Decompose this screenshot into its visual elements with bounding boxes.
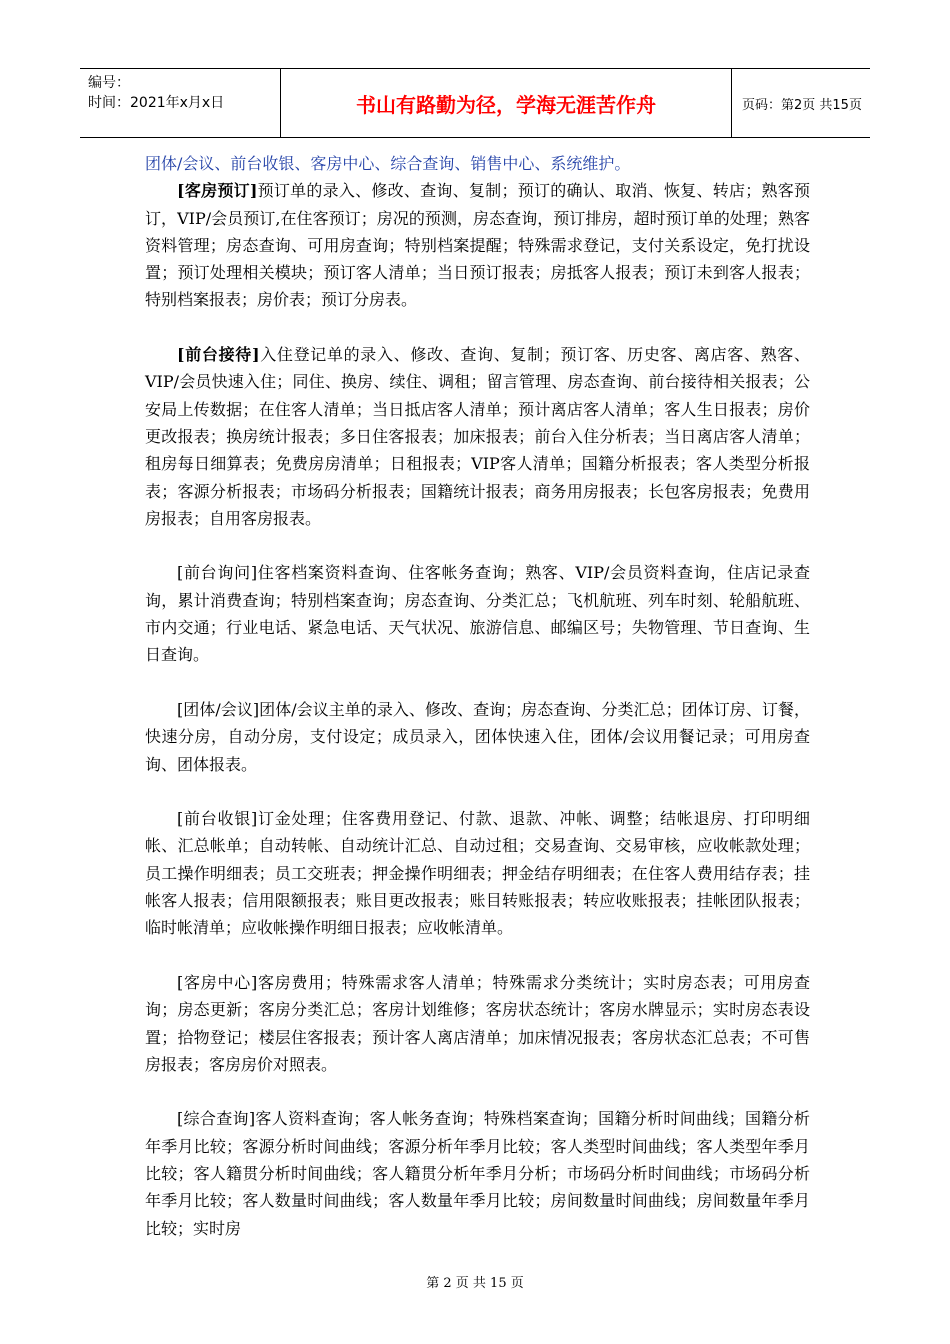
header-page-info: 页码：第2页 共15页 (742, 97, 862, 113)
section-reservation (145, 177, 810, 313)
page-header (80, 68, 870, 138)
section-title: [前台接待] (177, 345, 260, 365)
doc-time-label: 时间：2021年x月x日 (88, 95, 225, 111)
section-title: [团体/会议] (177, 699, 260, 719)
doc-number-label: 编号： (88, 75, 130, 91)
section-housekeeping (145, 969, 810, 1078)
section-cashier (145, 805, 810, 941)
section-title: [客房预订] (177, 181, 258, 201)
section-text: 住客档案资料查询、住客帐务查询；熟客、VIP/会员资料查询，住店记录查询，累计消费查询；特别档案查询；房态查询、分类汇总；飞机航班、列车时刻、轮船航班、市内交通；行业电话、紧急电话、天气状况、旅游信息、邮编区号；失物管理、节日查询、生日查询。 (145, 563, 810, 665)
section-text: 客人资料查询；客人帐务查询；特殊档案查询；国籍分析时间曲线；国籍分析年季月比较；客源分析时间曲线；客源分析年季月比较；客人类型时间曲线；客人类型年季月比较；客人籍贯分析时间曲线；客人籍贯分析年季月分析；市场码分析时间曲线；市场码分析年季月比较；客人数量时间曲线；客人数量年季月比较；房间数量时间曲线；房间数量年季月比较；实时房 (145, 1109, 810, 1238)
section-text: 团体/会议主单的录入、修改、查询；房态查询、分类汇总；团体订房、订餐，快速分房，自动分房，支付设定；成员录入，团体快速入住，团体/会议用餐记录；可用房查询、团体报表。 (145, 699, 810, 774)
section-title: [综合查询] (177, 1109, 256, 1129)
section-reception (145, 341, 810, 532)
page-footer: 第 2 页 共 15 页 (426, 1276, 524, 1291)
header-meta (80, 69, 280, 137)
section-text: 订金处理；住客费用登记、付款、退款、冲帐、调整；结帐退房、打印明细帐、汇总帐单；自动转帐、自动统计汇总、自动过租；交易查询、交易审核，应收帐款处理；员工操作明细表；员工交班表；押金操作明细表；押金结存明细表；在住客人费用结存表；挂帐客人报表；信用限额报表；账目更改报表；账目转账报表；转应收账报表；挂帐团队报表；临时帐清单；应收帐操作明细日报表；应收帐清单。 (145, 809, 810, 938)
section-title: [前台收银] (177, 809, 258, 829)
section-title: [前台询问] (177, 563, 258, 583)
section-text: 预订单的录入、修改、查询、复制；预订的确认、取消、恢复、转店；熟客预订，VIP/会员预订,在住客预订；房况的预测，房态查询，预订排房，超时预订单的处理；熟客资料管理；房态查询、可用房查询；特别档案提醒；特殊需求登记，支付关系设定，免打扰设置；预订处理相关模块；预订客人清单；当日预订报表；房抵客人报表；预订未到客人报表；特别档案报表；房价表；预订分房表。 (145, 181, 810, 310)
section-text: 客房费用；特殊需求客人清单；特殊需求分类统计；实时房态表；可用房查询；房态更新；客房分类汇总；客房计划维修；客房状态统计；客房水牌显示；实时房态表设置；拾物登记；楼层住客报表；预计客人离店清单；加床情况报表；客房状态汇总表；不可售房报表；客房房价对照表。 (145, 972, 810, 1074)
section-group-meeting (145, 696, 810, 778)
section-title: [客房中心] (177, 972, 258, 992)
section-inquiry (145, 559, 810, 668)
header-motto: 书山有路勤为径，学海无涯苦作舟 (280, 69, 732, 137)
section-general-query (145, 1105, 810, 1241)
intro-line: 团体/会议、前台收银、客房中心、综合查询、销售中心、系统维护。 (145, 154, 631, 173)
document-body (145, 150, 810, 1242)
section-text: 入住登记单的录入、修改、查询、复制；预订客、历史客、离店客、熟客、VIP/会员快速入住；同住、换房、续住、调租；留言管理、房态查询、前台接待相关报表；公安局上传数据；在住客人清单；当日抵店客人清单；预计离店客人清单；客人生日报表；房价更改报表；换房统计报表；多日住客报表；加床报表；前台入住分析表；当日离店客人清单；租房每日细算表；免费房房清单；日租报表；VIP客人清单；国籍分析报表；客人类型分析报表；客源分析报表；市场码分析报表；国籍统计报表；商务用房报表；长包客房报表；免费用房报表；自用客房报表。 (145, 345, 810, 528)
